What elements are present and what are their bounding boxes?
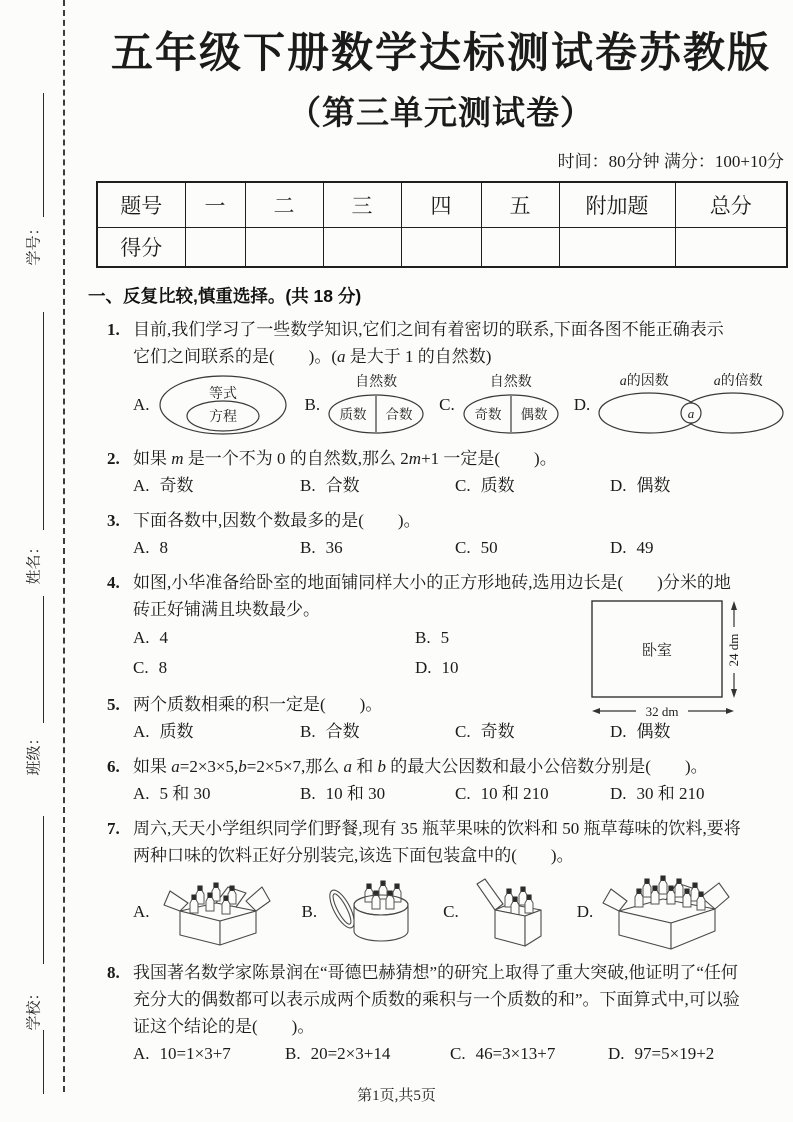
option: A. 10=1×3+7 (133, 1043, 231, 1063)
option: B. 5 (415, 627, 450, 647)
option: A. 5 和 30 (133, 783, 211, 803)
question-text: 我国著名数学家陈景润在“哥德巴赫猜想”的研究上取得了重大突破,他证明了“任何 (133, 962, 738, 982)
question-number: 6. (107, 756, 120, 776)
diagram-natural-numbers-odd-even: 自然数 奇数 偶数 (462, 375, 560, 435)
score-cell (245, 227, 323, 267)
question-text: 如果 a=2×3×5,b=2×5×7,那么 a 和 b 的最大公因数和最小公倍数分别是( )。 (133, 756, 708, 776)
question-2 (96, 445, 786, 499)
option: D. 97=5×19+2 (608, 1043, 715, 1063)
fill-line (43, 93, 44, 217)
score-header-cell: 二 (245, 182, 323, 228)
question-3 (96, 507, 786, 561)
question-number: 5. (107, 694, 120, 714)
svg-text:卧室: 卧室 (641, 642, 673, 659)
svg-text:a: a (688, 405, 695, 421)
question-number: 2. (107, 448, 120, 468)
q5-options (133, 718, 786, 745)
option: B. 36 (300, 537, 343, 557)
question-number: 3. (107, 510, 120, 530)
question-7 (96, 815, 786, 951)
question-text: 砖正好铺满且块数最少。 (133, 599, 320, 619)
option: A. 8 (133, 537, 169, 557)
paper-content (88, 0, 786, 1067)
option: A. 奇数 (133, 475, 194, 495)
score-header-cell: 四 (401, 182, 481, 228)
option: C. 10 和 210 (455, 783, 549, 803)
option: C. 46=3×13+7 (450, 1043, 556, 1063)
student-name-label: 姓名： (26, 539, 43, 585)
score-cell (185, 227, 245, 267)
score-table (96, 181, 788, 268)
width-dimension-label: 32 dm (645, 703, 679, 719)
question-1 (96, 316, 786, 437)
venn-diagram-equation (157, 374, 289, 436)
fill-line (43, 816, 44, 964)
question-8 (96, 959, 786, 1067)
score-cell (559, 227, 675, 267)
option-letter: C. (439, 394, 455, 414)
exam-meta: 时间：80分钟 满分：100+10分 (557, 151, 784, 171)
question-text: 如果 m 是一个不为 0 的自然数,那么 2m+1 一定是( )。 (133, 448, 557, 468)
height-dimension-label: 24 dm (726, 633, 741, 666)
split-ellipse-diagram (327, 391, 425, 435)
question-number: 4. (107, 572, 120, 592)
option: C. 8 (133, 657, 168, 677)
question-text: 它们之间联系的是( )。(a 是大于 1 的自然数) (133, 346, 492, 366)
option: A. 4 (133, 627, 169, 647)
page-title: 五年级下册数学达标测试卷苏教版 (110, 31, 771, 77)
score-cell (481, 227, 559, 267)
option-letter: B. (304, 394, 321, 414)
option: D. 10 (415, 657, 459, 677)
multiples-label: a的倍数 (713, 373, 763, 389)
fill-line (43, 596, 44, 723)
overlapping-ellipses-diagram (597, 390, 785, 436)
score-table-header-row (97, 182, 787, 228)
split-ellipse-diagram (462, 391, 560, 435)
option: B. 合数 (300, 475, 360, 495)
diagram-factors-multiples (597, 374, 785, 436)
option-letter: B. (301, 901, 318, 921)
question-5 (96, 691, 786, 745)
option: B. 10 和 30 (300, 783, 386, 803)
question-text: 两种口味的饮料正好分别装完,该选下面包装盒中的( )。 (133, 845, 574, 865)
svg-text:奇数: 奇数 (474, 406, 502, 422)
option: D. 49 (610, 537, 654, 557)
round-tin-with-bottles-icon (325, 877, 417, 947)
question-text: 目前,我们学习了一些数学知识,它们之间有着密切的联系,下面各图不能正确表示 (133, 319, 724, 339)
school-label: 学校： (26, 985, 43, 1031)
score-table-score-row (97, 227, 787, 267)
option: D. 偶数 (610, 475, 671, 495)
score-header-cell: 五 (481, 182, 559, 228)
option-letter: C. (443, 901, 459, 921)
q6-options (133, 780, 786, 807)
option-letter: A. (133, 901, 150, 921)
open-carton-with-bottles-icon (158, 877, 276, 947)
svg-text:质数: 质数 (339, 406, 367, 422)
question-text: 下面各数中,因数个数最多的是( )。 (133, 510, 421, 530)
dashed-cut-line (63, 0, 65, 1092)
section-heading: 一、反复比较,慎重选择。(共 18 分) (88, 285, 362, 306)
score-header-cell: 题号 (97, 182, 185, 228)
score-header-cell: 附加题 (559, 182, 675, 228)
fill-line (43, 312, 44, 530)
option-letter: D. (573, 394, 591, 414)
score-cell (323, 227, 401, 267)
q2-options (133, 472, 786, 499)
class-label: 班级： (26, 730, 43, 776)
question-text: 两个质数相乘的积一定是( )。 (133, 694, 383, 714)
option: C. 50 (455, 537, 498, 557)
q7-image-options (133, 873, 786, 951)
option: C. 奇数 (455, 721, 515, 741)
option: A. 质数 (133, 721, 194, 741)
q3-options (133, 534, 786, 561)
paper-subtitle: （第三单元测试卷） (288, 96, 594, 133)
student-number-label: 学号： (26, 220, 43, 266)
score-cell (401, 227, 481, 267)
large-open-carton-with-bottles-icon (601, 873, 733, 951)
svg-text:等式: 等式 (208, 386, 237, 402)
svg-text:合数: 合数 (385, 406, 413, 422)
option-letter: A. (133, 394, 150, 414)
question-text: 证这个结论的是( )。 (133, 1016, 315, 1036)
svg-text:偶数: 偶数 (520, 406, 548, 422)
question-text: 周六,天天小学组织同学们野餐,现有 35 瓶苹果味的饮料和 50 瓶草莓味的饮料,要将 (133, 818, 741, 838)
q8-options (133, 1040, 786, 1067)
option-letter: D. (576, 901, 594, 921)
score-header-cell: 一 (185, 182, 245, 228)
score-row-label: 得分 (97, 227, 185, 267)
question-number: 7. (107, 818, 120, 838)
tall-box-with-bottles-icon (467, 874, 551, 950)
option: B. 合数 (300, 721, 360, 741)
page-number: 第1页,共5页 (357, 1088, 436, 1104)
question-number: 1. (107, 319, 120, 339)
question-number: 8. (107, 962, 120, 982)
svg-text:方程: 方程 (208, 409, 237, 425)
score-header-cell: 总分 (675, 182, 787, 228)
question-6 (96, 753, 786, 807)
question-text: 如图,小华准备给卧室的地面铺同样大小的正方形地砖,选用边长是( )分米的地 (133, 572, 731, 592)
option: D. 偶数 (610, 721, 671, 741)
factors-label: a的因数 (619, 373, 669, 389)
option: C. 质数 (455, 475, 515, 495)
question-text: 充分大的偶数都可以表示成两个质数的乘积与一个质数的和”。下面算式中,可以验 (133, 989, 740, 1009)
q1-diagram-options (133, 373, 786, 437)
option: D. 30 和 210 (610, 783, 705, 803)
score-cell (675, 227, 787, 267)
arrow-up (731, 601, 737, 610)
diagram-natural-numbers-prime-composite: 自然数 质数 合数 (327, 375, 425, 435)
score-header-cell: 三 (323, 182, 401, 228)
option: B. 20=2×3+14 (285, 1043, 391, 1063)
